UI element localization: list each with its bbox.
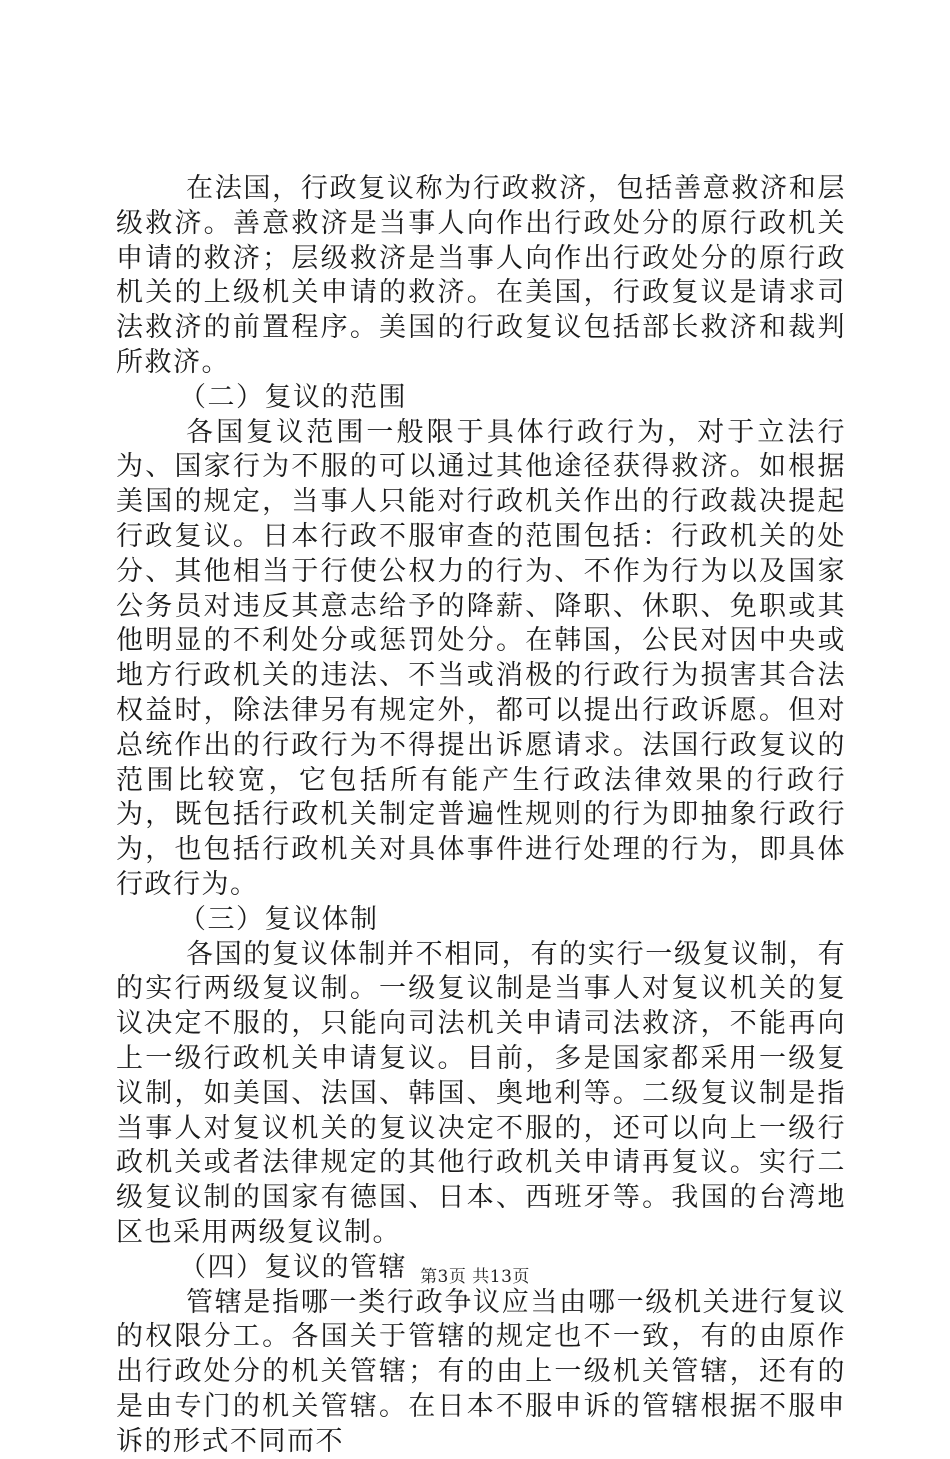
paragraph: 各国的复议体制并不相同，有的实行一级复议制，有的实行两级复议制。一级复议制是当事人对复议机关的复议决定不服的，只能向司法机关申请司法救济，不能再向上一级行政机关申请复议。目前，多是国家都采用一级复议制，如美国、法国、韩国、奥地利等。二级复议制是指当事人对复议机关的复议决定不服的，还可以向上一级行政机关或者法律规定的其他行政机关申请再复议。实行二级复议制的国家有德国、日本、西班牙等。我国的台湾地区也采用两级复议制。	[116, 938, 846, 1251]
section-heading: （二）复议的范围	[116, 381, 846, 416]
page-footer	[0, 1262, 950, 1287]
paragraph: 各国复议范围一般限于具体行政行为，对于立法行为、国家行为不服的可以通过其他途径获得救济。如根据美国的规定，当事人只能对行政机关作出的行政裁决提起行政复议。日本行政不服审查的范围包括：行政机关的处分、其他相当于行使公权力的行为、不作为行为以及国家公务员对违反其意志给予的降薪、降职、休职、免职或其他明显的不利处分或惩罚处分。在韩国，公民对因中央或地方行政机关的违法、不当或消极的行政行为损害其合法权益时，除法律另有规定外，都可以提出行政诉愿。但对总统作出的行政行为不得提出诉愿请求。法国行政复议的范围比较宽，它包括所有能产生行政法律效果的行政行为，既包括行政机关制定普遍性规则的行为即抽象行政行为，也包括行政机关对具体事件进行处理的行为，即具体行政行为。	[116, 416, 846, 903]
paragraph: 管辖是指哪一类行政争议应当由哪一级机关进行复议的权限分工。各国关于管辖的规定也不一致，有的由原作出行政处分的机关管辖；有的由上一级机关管辖，还有的是由专门的机关管辖。在日本不服申诉的管辖根据不服申诉的形式不同而不	[116, 1286, 846, 1459]
section-heading: （三）复议体制	[116, 903, 846, 938]
page-number: 第3页 共13页	[420, 1267, 530, 1287]
section-heading: （四）复议的管辖	[116, 1251, 846, 1286]
paragraph: 在法国，行政复议称为行政救济，包括善意救济和层级救济。善意救济是当事人向作出行政处分的原行政机关申请的救济；层级救济是当事人向作出行政处分的原行政机关的上级机关申请的救济。在美国，行政复议是请求司法救济的前置程序。美国的行政复议包括部长救济和裁判所救济。	[116, 172, 846, 381]
